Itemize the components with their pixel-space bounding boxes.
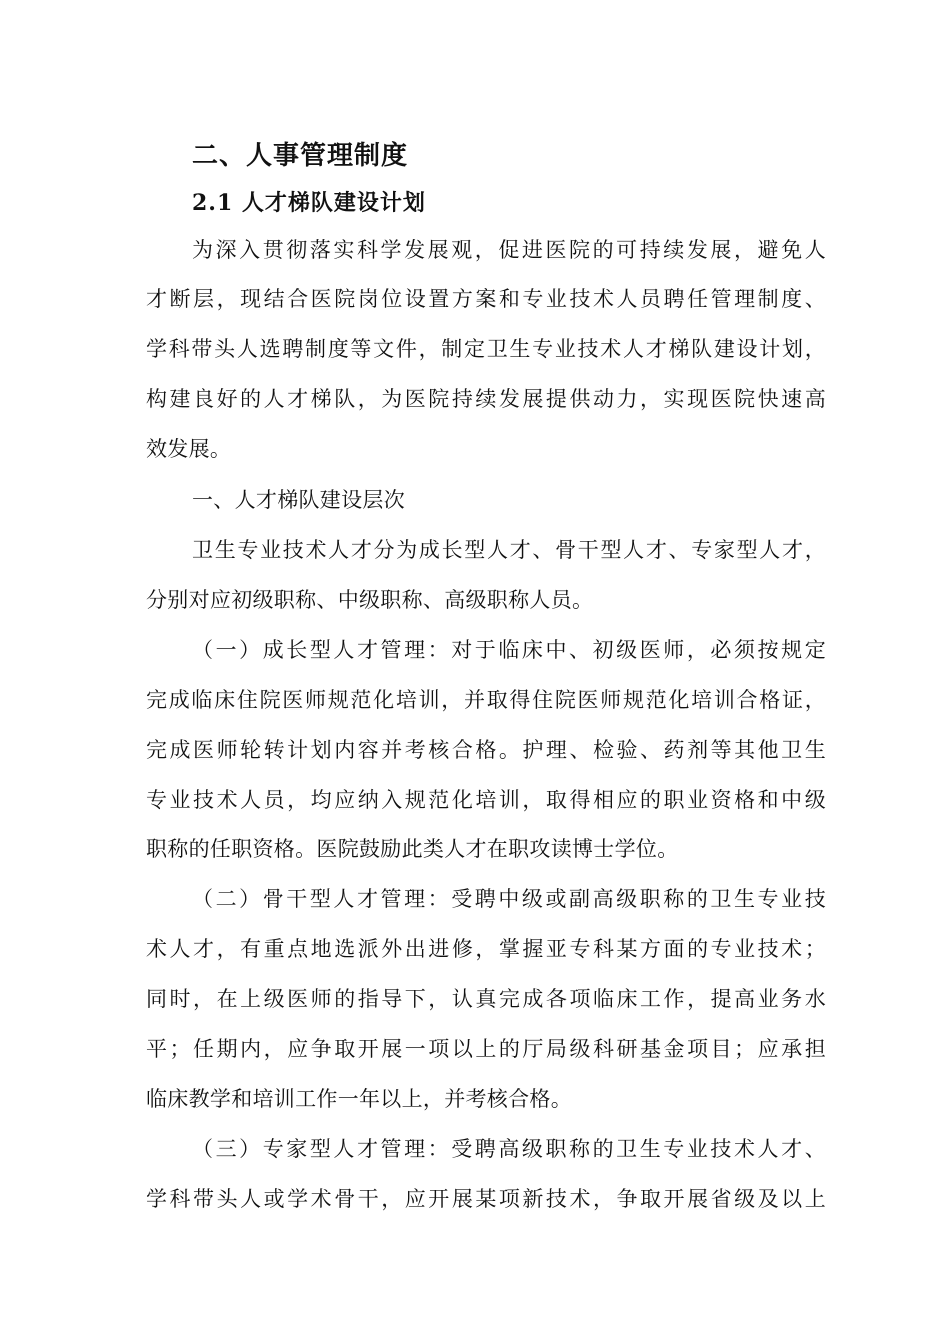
paragraph-line: （一）成长型人才管理：对于临床中、初级医师，必须按规定 [192, 638, 826, 662]
paragraph-line: 同时，在上级医师的指导下，认真完成各项临床工作，提高业务水 [146, 987, 826, 1011]
paragraph-line: 平；任期内，应争取开展一项以上的厅局级科研基金项目；应承担 [146, 1037, 826, 1061]
paragraph-line: 分别对应初级职称、中级职称、高级职称人员。 [146, 588, 594, 612]
paragraph-line: 学科带头人或学术骨干，应开展某项新技术，争取开展省级及以上 [146, 1187, 826, 1211]
paragraph-line: 效发展。 [146, 437, 232, 461]
paragraph-line: 职称的任职资格。医院鼓励此类人才在职攻读博士学位。 [146, 837, 679, 861]
paragraph-line: （二）骨干型人才管理：受聘中级或副高级职称的卫生专业技 [192, 887, 826, 911]
section-title: 2.1 人才梯队建设计划 [192, 190, 426, 216]
paragraph-line: （三）专家型人才管理：受聘高级职称的卫生专业技术人才、 [192, 1137, 826, 1161]
paragraph-line: 术人才，有重点地选派外出进修，掌握亚专科某方面的专业技术； [146, 937, 826, 961]
paragraph-line: 专业技术人员，均应纳入规范化培训，取得相应的职业资格和中级 [146, 788, 826, 812]
paragraph-line: 临床教学和培训工作一年以上，并考核合格。 [146, 1087, 572, 1111]
paragraph-line: 学科带头人选聘制度等文件，制定卫生专业技术人才梯队建设计划， [146, 337, 826, 361]
paragraph-line: 构建良好的人才梯队，为医院持续发展提供动力，实现医院快速高 [146, 387, 826, 411]
chapter-title: 二、人事管理制度 [192, 141, 409, 171]
paragraph-line: 完成医师轮转计划内容并考核合格。护理、检验、药剂等其他卫生 [146, 738, 826, 762]
paragraph-line: 卫生专业技术人才分为成长型人才、骨干型人才、专家型人才， [192, 538, 826, 562]
subheading-line: 一、人才梯队建设层次 [192, 488, 405, 512]
paragraph-line: 为深入贯彻落实科学发展观，促进医院的可持续发展，避免人 [192, 238, 826, 262]
paragraph-line: 才断层，现结合医院岗位设置方案和专业技术人员聘任管理制度、 [146, 287, 826, 311]
paragraph-line: 完成临床住院医师规范化培训，并取得住院医师规范化培训合格证， [146, 688, 826, 712]
